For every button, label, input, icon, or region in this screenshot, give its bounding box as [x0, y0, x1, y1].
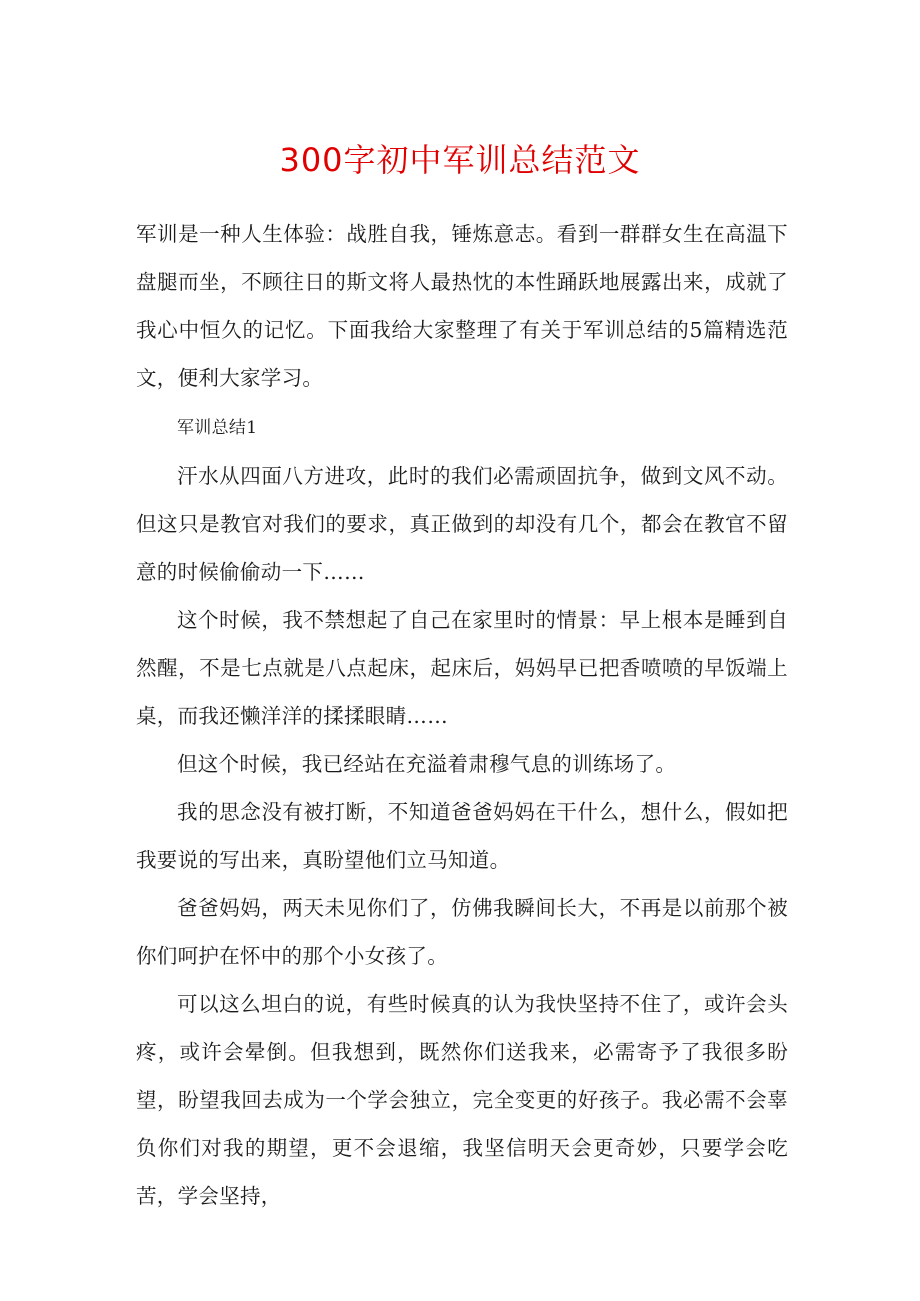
section-heading-label: 军训总结1: [177, 418, 258, 438]
intro-paragraph: 军训是一种人生体验：战胜自我，锤炼意志。看到一群群女生在高温下盘腿而坐，不顾往日的斯文将人最热忱的本性踊跃地展露出来，成就了我心中恒久的记忆。下面我给大家整理了有关于军训总结的5篇精选范文，便利大家学习。: [136, 222, 788, 390]
paragraph: 爸爸妈妈，两天未见你们了，仿佛我瞬间长大，不再是以前那个被你们呵护在怀中的那个小女孩了。: [136, 896, 788, 968]
page-title: 300字初中军训总结范文: [279, 141, 641, 179]
paragraph: 可以这么坦白的说，有些时候真的认为我快坚持不住了，或许会头疼，或许会晕倒。但我想到，既然你们送我来，必需寄予了我很多盼望，盼望我回去成为一个学会独立，完全变更的好孩子。我必需不会辜负你们对我的期望，更不会退缩，我坚信明天会更奇妙，只要学会吃苦，学会坚持，: [136, 992, 788, 1208]
paragraph: 我的思念没有被打断，不知道爸爸妈妈在干什么，想什么，假如把我要说的写出来，真盼望他们立马知道。: [136, 800, 788, 872]
paragraph: 汗水从四面八方进攻，此时的我们必需顽固抗争，做到文风不动。但这只是教官对我们的要求，真正做到的却没有几个，都会在教官不留意的时候偷偷动一下……: [136, 464, 788, 584]
section-heading: [136, 402, 788, 452]
document-body: [136, 210, 788, 1220]
paragraph: 这个时候，我不禁想起了自己在家里时的情景：早上根本是睡到自然醒，不是七点就是八点起床，起床后，妈妈早已把香喷喷的早饭端上桌，而我还懒洋洋的揉揉眼睛……: [136, 608, 788, 728]
paragraph: 但这个时候，我已经站在充溢着肃穆气息的训练场了。: [177, 752, 677, 776]
